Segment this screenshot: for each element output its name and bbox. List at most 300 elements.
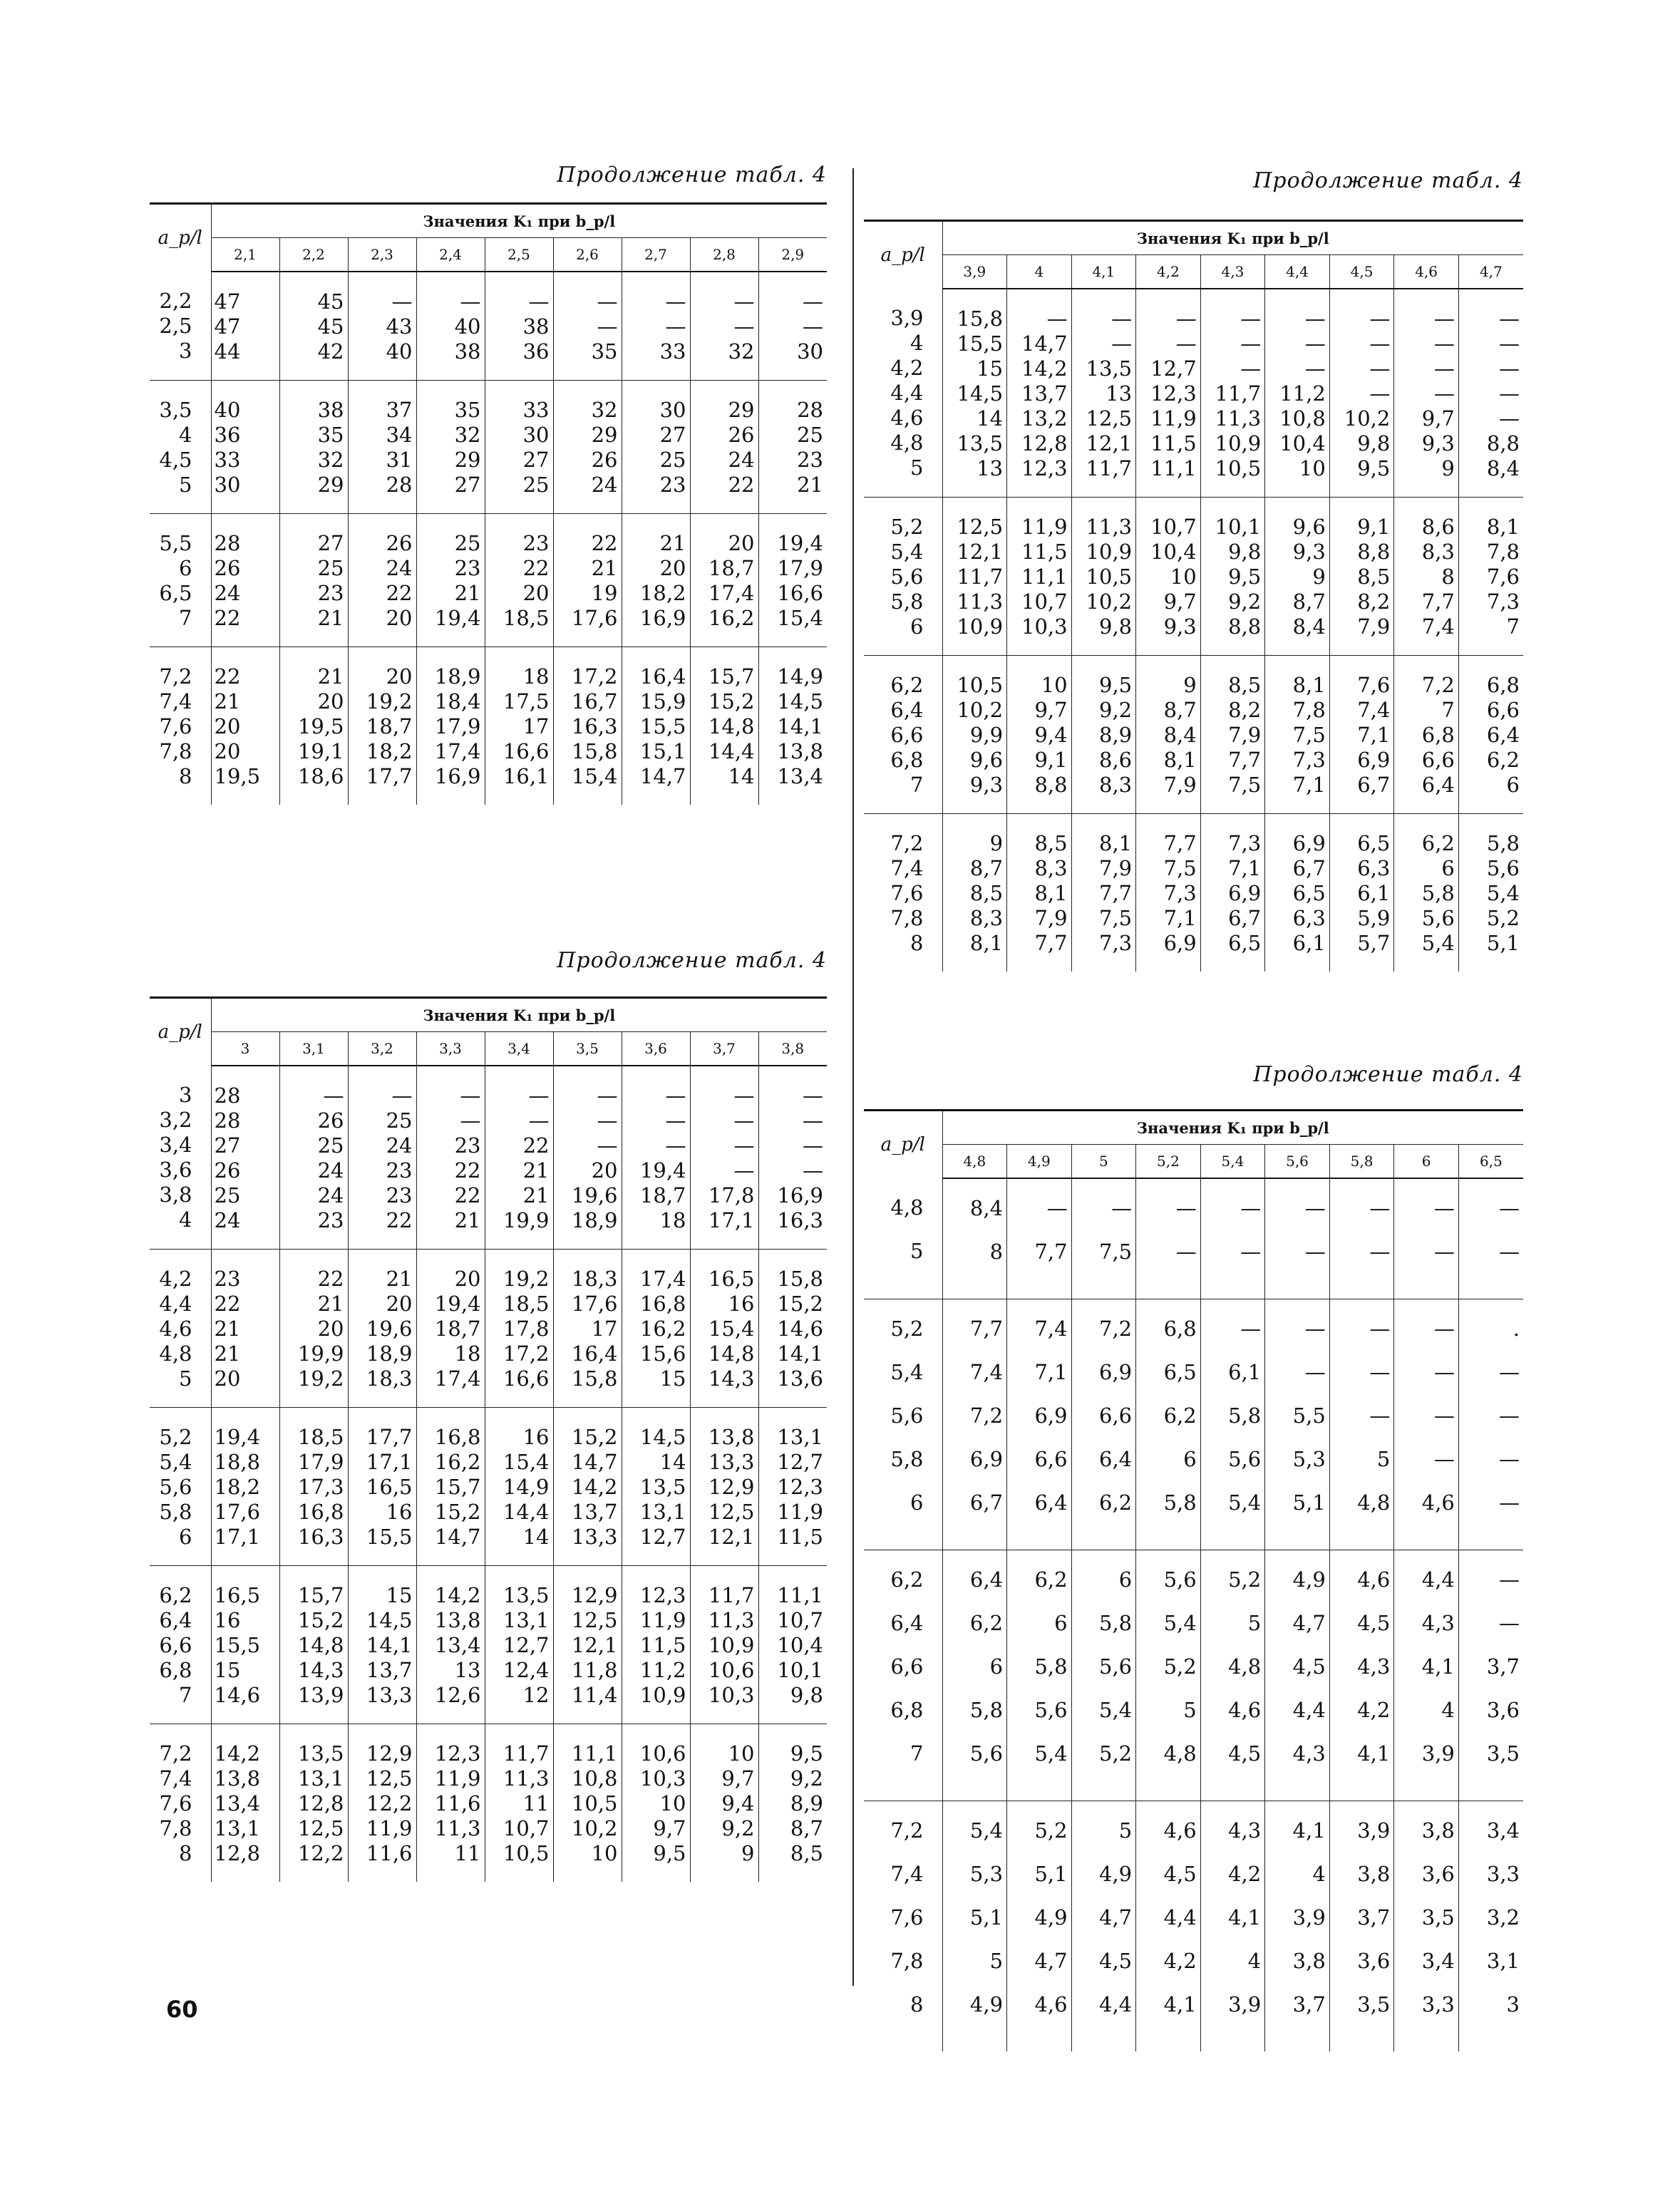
- table-value: 5,6: [1228, 1447, 1262, 1471]
- value-cell: [1265, 1550, 1330, 1801]
- table-value: —: [1046, 307, 1068, 331]
- value-cell: [1200, 1178, 1265, 1299]
- value-cell: [1265, 289, 1330, 498]
- table-value: —: [1240, 331, 1262, 356]
- table-value: 4,1: [1421, 1654, 1455, 1679]
- table-value: 3,9: [1421, 1741, 1455, 1766]
- table-value: 17,4: [708, 581, 755, 605]
- table-value: 12,8: [214, 1841, 261, 1865]
- table-value: —: [733, 314, 755, 339]
- table-value: 7,9: [1357, 614, 1391, 639]
- table-value: 12,1: [708, 1525, 755, 1549]
- table-value: 12,5: [571, 1608, 618, 1632]
- table-value: —: [597, 1133, 618, 1158]
- table-value: 20: [214, 739, 241, 763]
- table-value: 11,3: [1086, 515, 1133, 539]
- table-value: 15,8: [957, 307, 1004, 331]
- table-value: 14,3: [297, 1658, 344, 1682]
- table-value: 25: [317, 1133, 344, 1158]
- row-group: [864, 1178, 1523, 1299]
- table-value: 12,9: [366, 1741, 413, 1766]
- table-value: 16,8: [297, 1500, 344, 1524]
- table-value: 24: [317, 1158, 344, 1183]
- table-value: 7,8: [1292, 698, 1326, 722]
- table-value: 9,3: [1421, 431, 1455, 455]
- table-value: 3,9: [1228, 1992, 1262, 2017]
- table-value: 16: [386, 1500, 413, 1524]
- table-value: 7,6: [1357, 673, 1391, 697]
- table-value: 4,2: [1228, 1862, 1262, 1886]
- table-value: 24: [214, 1208, 241, 1232]
- table-value: 13,5: [957, 431, 1004, 455]
- table-value: 14: [659, 1450, 686, 1474]
- value-cell: [485, 514, 553, 647]
- table-value: 5,2: [1099, 1741, 1133, 1766]
- value-cell: [211, 1408, 279, 1566]
- table-value: 8,4: [1163, 723, 1197, 747]
- table-value: 11,4: [571, 1683, 618, 1707]
- table-value: 5,6: [969, 1741, 1004, 1766]
- table-value: 22: [522, 556, 550, 580]
- value-cell: [553, 1566, 622, 1724]
- axis-cell: [150, 1066, 211, 1250]
- value-cell: [348, 1066, 416, 1250]
- table-value: 40: [386, 339, 413, 364]
- table-value: 14,4: [708, 739, 755, 763]
- axis-value: 4,6: [159, 1317, 192, 1341]
- table-value: 11: [522, 1791, 550, 1815]
- table-value: .: [1512, 1317, 1520, 1341]
- table-value: 12,5: [366, 1766, 413, 1791]
- table-value: 6,3: [1357, 856, 1391, 880]
- table-value: 18,9: [571, 1208, 618, 1232]
- table-value: 7,4: [969, 1360, 1004, 1384]
- table-value: 14: [728, 764, 755, 788]
- value-cell: [1329, 1801, 1394, 2052]
- column-header: 2,9: [758, 238, 827, 272]
- axis-value: 6,4: [890, 1611, 924, 1635]
- table-value: 13,8: [214, 1766, 261, 1791]
- table-value: 9,5: [1357, 456, 1391, 480]
- table-value: 11,9: [777, 1500, 823, 1524]
- table-value: 11,3: [708, 1608, 755, 1632]
- table-value: 21: [214, 689, 241, 714]
- table-value: 18,4: [434, 689, 481, 714]
- table-value: —: [1175, 331, 1197, 356]
- table-value: 14,9: [777, 664, 823, 689]
- table-value: 6,4: [1421, 773, 1455, 797]
- table-value: 14,6: [777, 1317, 823, 1341]
- value-cell: [690, 1250, 758, 1408]
- column-header: 3,2: [348, 1032, 416, 1066]
- table-value: 32: [454, 423, 481, 447]
- column-header: 3,1: [279, 1032, 348, 1066]
- table-value: 5,4: [1099, 1698, 1133, 1722]
- table-value: 9,2: [790, 1766, 823, 1791]
- axis-value: 7,4: [159, 1766, 192, 1791]
- table-value: 7,2: [1421, 673, 1455, 697]
- table-value: 25: [797, 423, 823, 447]
- table-value: 8: [1441, 565, 1455, 589]
- table-value: 13,1: [639, 1500, 686, 1524]
- table-value: 18,7: [366, 714, 413, 738]
- axis-cell: [150, 514, 211, 647]
- table-value: 28: [214, 1108, 241, 1133]
- table-value: 19: [591, 581, 618, 605]
- axis-value: 2,5: [159, 314, 192, 338]
- table-value: 7,7: [1228, 748, 1262, 772]
- table-value: 7,5: [1099, 906, 1133, 930]
- table-value: 11: [454, 1841, 481, 1865]
- table-value: 17,8: [708, 1183, 755, 1207]
- table-value: 7,1: [1228, 856, 1262, 880]
- table-value: 10,5: [1215, 456, 1262, 480]
- value-cell: [1458, 1299, 1523, 1550]
- table-value: 19,4: [639, 1158, 686, 1183]
- column-header: 6,5: [1458, 1145, 1523, 1179]
- value-cell: [1394, 289, 1459, 498]
- table-value: 7,4: [1421, 614, 1455, 639]
- axis-cell: [864, 1178, 942, 1299]
- table-value: —: [733, 1083, 755, 1108]
- value-cell: [211, 1066, 279, 1250]
- table-value: 32: [317, 448, 344, 472]
- table-value: 15,2: [571, 1425, 618, 1449]
- row-group: [150, 1408, 827, 1566]
- table-value: 5,5: [1292, 1403, 1326, 1428]
- table-value: 5,1: [969, 1905, 1004, 1930]
- table-value: 23: [522, 531, 550, 555]
- axis-value: 6,2: [890, 673, 924, 697]
- table-value: —: [528, 289, 550, 314]
- table-value: 7: [1506, 614, 1520, 639]
- table-value: 5,1: [1292, 1490, 1326, 1515]
- axis-value: 7: [910, 773, 924, 797]
- table-value: 17,8: [503, 1317, 550, 1341]
- value-cell: [279, 1250, 348, 1408]
- table-value: 40: [214, 398, 241, 422]
- value-cell: [348, 647, 416, 805]
- table-value: 6,6: [1099, 1403, 1133, 1428]
- value-cell: [1394, 1299, 1459, 1550]
- table-value: 4,4: [1421, 1567, 1455, 1592]
- table-value: 20: [454, 1267, 481, 1291]
- table-value: 7,5: [1292, 723, 1326, 747]
- table-value: 12,9: [571, 1583, 618, 1607]
- table-value: —: [733, 1108, 755, 1133]
- value-cell: [416, 1408, 485, 1566]
- value-cell: [1394, 814, 1459, 972]
- value-cell: [1007, 1178, 1072, 1299]
- table-value: 6,3: [1292, 906, 1326, 930]
- value-cell: [211, 1566, 279, 1724]
- table-value: 15: [976, 356, 1004, 381]
- table-value: —: [1433, 1240, 1455, 1264]
- table-value: 3,6: [1421, 1862, 1455, 1886]
- value-cell: [1265, 1801, 1330, 2052]
- value-cell: [1136, 1299, 1201, 1550]
- table-value: 23: [386, 1158, 413, 1183]
- table-value: —: [733, 289, 755, 314]
- column-header: 4,1: [1071, 255, 1136, 289]
- axis-cell: [150, 1724, 211, 1882]
- table-value: 12,7: [639, 1525, 686, 1549]
- axis-value: 3: [179, 1083, 192, 1107]
- table-value: 4,3: [1292, 1741, 1326, 1766]
- table-value: 14,1: [777, 1341, 823, 1366]
- value-cell: [758, 272, 827, 381]
- value-cell: [553, 1250, 622, 1408]
- axis-header: a_p/l: [864, 1111, 942, 1179]
- table-value: 11,1: [1150, 456, 1197, 480]
- table-value: 5,1: [1486, 931, 1520, 955]
- value-cell: [416, 1566, 485, 1724]
- table-value: 8,5: [790, 1841, 823, 1865]
- table-value: 5,3: [1292, 1447, 1326, 1471]
- value-cell: [485, 1408, 553, 1566]
- table-value: 18,7: [434, 1317, 481, 1341]
- column-header: 2,6: [553, 238, 622, 272]
- table-value: 23: [317, 1208, 344, 1232]
- table-value: 26: [214, 556, 241, 580]
- table-value: 8,7: [1292, 589, 1326, 614]
- column-header: 3,3: [416, 1032, 485, 1066]
- table-value: 16,5: [214, 1583, 261, 1607]
- table-value: 23: [797, 448, 823, 472]
- table-value: 7,7: [1034, 1240, 1068, 1264]
- table-value: 15: [214, 1658, 241, 1682]
- table-value: 6,2: [1034, 1567, 1068, 1592]
- table-value: 12,2: [297, 1841, 344, 1865]
- table-value: —: [1240, 1196, 1262, 1220]
- axis-value: 5,2: [890, 1317, 924, 1341]
- value-cell: [348, 1250, 416, 1408]
- table-value: 5: [1376, 1447, 1391, 1471]
- table-value: 11,9: [434, 1766, 481, 1791]
- table-value: 23: [317, 581, 344, 605]
- table-value: 6,9: [1034, 1403, 1068, 1428]
- table-value: 11,2: [1279, 381, 1326, 406]
- value-cell: [1200, 1299, 1265, 1550]
- table-value: 5,4: [1228, 1490, 1262, 1515]
- table-value: —: [1499, 381, 1520, 406]
- column-header: 2,7: [622, 238, 690, 272]
- column-header: 5,6: [1265, 1145, 1330, 1179]
- table-value: 13,7: [1021, 381, 1068, 406]
- axis-value: 6: [179, 556, 192, 580]
- table-value: 7,2: [969, 1403, 1004, 1428]
- column-header: 4,7: [1458, 255, 1523, 289]
- value-cell: [553, 647, 622, 805]
- table-value: —: [528, 1083, 550, 1108]
- table-value: —: [1433, 381, 1455, 406]
- column-header: 3,4: [485, 1032, 553, 1066]
- table-value: 5,2: [1228, 1567, 1262, 1592]
- table-value: 19,4: [214, 1425, 261, 1449]
- table-value: 16,8: [434, 1425, 481, 1449]
- value-cell: [758, 1724, 827, 1882]
- table-value: 10,3: [708, 1683, 755, 1707]
- table-value: 12,1: [571, 1633, 618, 1657]
- axis-value: 6,5: [159, 581, 192, 605]
- table-value: 17,2: [503, 1341, 550, 1366]
- table-value: 15,6: [639, 1341, 686, 1366]
- axis-value: 4,2: [890, 356, 924, 380]
- axis-value: 7,8: [159, 1816, 192, 1840]
- row-group: [864, 1801, 1523, 2052]
- table-value: —: [1111, 1196, 1133, 1220]
- table-value: 11,5: [639, 1633, 686, 1657]
- table-value: 9,5: [790, 1741, 823, 1766]
- table-value: 8,1: [1292, 673, 1326, 697]
- table-value: —: [1304, 356, 1326, 381]
- table-value: 8,3: [1421, 540, 1455, 564]
- table-value: 17,4: [434, 739, 481, 763]
- table-value: 15,9: [639, 689, 686, 714]
- table-value: 5,4: [969, 1818, 1004, 1843]
- k1-table: [150, 202, 827, 805]
- table-value: 9,5: [1099, 673, 1133, 697]
- table-value: 19,9: [297, 1341, 344, 1366]
- table-value: 8,8: [1228, 614, 1262, 639]
- value-cell: [690, 1724, 758, 1882]
- axis-header: a_p/l: [150, 998, 211, 1066]
- table-value: 13,1: [503, 1608, 550, 1632]
- axis-value: 3,2: [159, 1108, 192, 1132]
- table-value: 21: [454, 1208, 481, 1232]
- table-value: 12,3: [434, 1741, 481, 1766]
- value-cell: [1200, 656, 1265, 814]
- table-value: —: [1369, 307, 1391, 331]
- value-cell: [1394, 1178, 1459, 1299]
- axis-value: 3: [179, 339, 192, 363]
- table-value: 22: [454, 1183, 481, 1207]
- axis-cell: [864, 1550, 942, 1801]
- value-cell: [1458, 1178, 1523, 1299]
- value-cell: [1136, 1801, 1201, 2052]
- table-value: —: [1433, 1403, 1455, 1428]
- table-value: 12,7: [777, 1450, 823, 1474]
- value-cell: [690, 381, 758, 514]
- table-value: 17,1: [214, 1525, 261, 1549]
- table-value: 27: [214, 1133, 241, 1158]
- table-value: 5,8: [1228, 1403, 1262, 1428]
- table-value: 19,6: [571, 1183, 618, 1207]
- table-value: 7: [1441, 698, 1455, 722]
- table-value: 10,4: [1150, 540, 1197, 564]
- table-value: 5,8: [1163, 1490, 1197, 1515]
- table-value: 15,2: [777, 1292, 823, 1316]
- table-value: 8,3: [969, 906, 1004, 930]
- table-value: —: [1304, 1196, 1326, 1220]
- table-value: 16: [522, 1425, 550, 1449]
- table-value: 11,5: [777, 1525, 823, 1549]
- table-value: 18: [659, 1208, 686, 1232]
- value-cell: [942, 814, 1007, 972]
- table-value: 21: [522, 1183, 550, 1207]
- table-value: 8,5: [1357, 565, 1391, 589]
- table-value: 8,7: [969, 856, 1004, 880]
- table-value: 4,5: [1228, 1741, 1262, 1766]
- value-cell: [690, 272, 758, 381]
- table-value: 4,9: [969, 1992, 1004, 2017]
- value-cell: [942, 498, 1007, 656]
- table-value: 8,5: [1034, 831, 1068, 855]
- table-value: 14,4: [503, 1500, 550, 1524]
- table-value: 18,8: [214, 1450, 261, 1474]
- table-value: 9,7: [1163, 589, 1197, 614]
- table-value: 29: [591, 423, 618, 447]
- value-cell: [942, 656, 1007, 814]
- table-value: 11,9: [1021, 515, 1068, 539]
- table-value: 3,8: [1421, 1818, 1455, 1843]
- row-group: [864, 498, 1523, 656]
- table-value: 12,3: [1150, 381, 1197, 406]
- table-value: 12,3: [777, 1475, 823, 1499]
- table-value: 20: [659, 556, 686, 580]
- table-value: 4,5: [1292, 1654, 1326, 1679]
- value-cell: [1007, 1801, 1072, 2052]
- table-value: 33: [522, 398, 550, 422]
- table-value: 13: [1106, 381, 1133, 406]
- table-value: 3: [1506, 1992, 1520, 2017]
- table-value: 17: [591, 1317, 618, 1341]
- table-value: 17,7: [366, 1425, 413, 1449]
- table-value: 8,2: [1228, 698, 1262, 722]
- table-value: 21: [659, 531, 686, 555]
- table-value: 5: [1118, 1818, 1133, 1843]
- table-value: —: [1304, 1240, 1326, 1264]
- table-value: 4: [1441, 1698, 1455, 1722]
- table-value: 16,3: [571, 714, 618, 738]
- table-value: —: [1369, 381, 1391, 406]
- value-cell: [1007, 814, 1072, 972]
- table-value: 7,3: [1163, 881, 1197, 905]
- table-value: 14,5: [957, 381, 1004, 406]
- value-cell: [1071, 1550, 1136, 1801]
- value-cell: [1136, 498, 1201, 656]
- table-value: 18,7: [708, 556, 755, 580]
- axis-value: 4,4: [890, 381, 924, 405]
- axis-value: 4,5: [159, 448, 192, 472]
- table-value: —: [1304, 1360, 1326, 1384]
- value-cell: [1329, 1178, 1394, 1299]
- table-value: 21: [214, 1317, 241, 1341]
- table-value: —: [391, 289, 413, 314]
- table-value: —: [1499, 1240, 1520, 1264]
- value-cell: [279, 1566, 348, 1724]
- table-value: 5,6: [1421, 906, 1455, 930]
- table-caption: Продолжение табл. 4: [1253, 1062, 1523, 1087]
- table-value: 13,6: [777, 1366, 823, 1391]
- value-cell: [348, 1566, 416, 1724]
- super-header: Значения K₁ при b_p/l: [942, 1111, 1523, 1145]
- table-value: —: [1499, 1360, 1520, 1384]
- axis-value: 6: [910, 614, 924, 639]
- table-value: 5,8: [1034, 1654, 1068, 1679]
- value-cell: [1071, 1178, 1136, 1299]
- table-value: 7,3: [1099, 931, 1133, 955]
- table-value: 22: [214, 664, 241, 689]
- table-value: 6,9: [1357, 748, 1391, 772]
- table-value: 10,7: [1150, 515, 1197, 539]
- value-cell: [553, 1066, 622, 1250]
- table-value: 4,5: [1163, 1862, 1197, 1886]
- table-value: 22: [386, 581, 413, 605]
- table-value: 19,4: [434, 606, 481, 630]
- value-cell: [622, 1408, 690, 1566]
- value-cell: [416, 1066, 485, 1250]
